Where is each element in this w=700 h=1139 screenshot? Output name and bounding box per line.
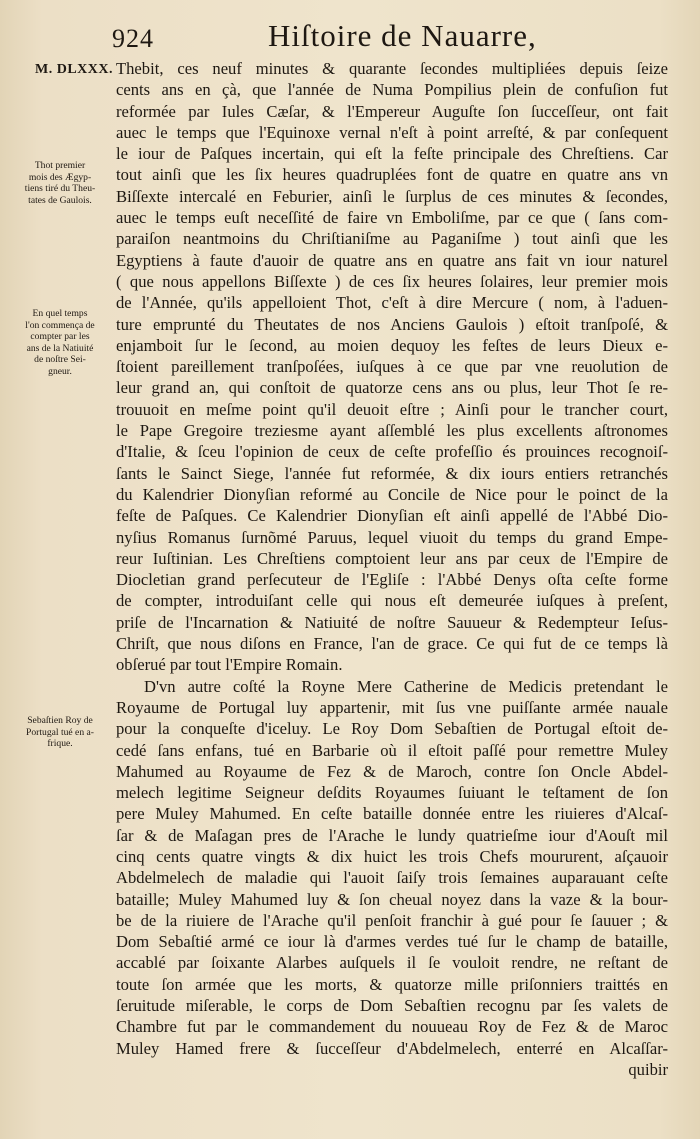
text-line: ( que nous appellons Biſſexte ) de ces ſix heures ſolaires, leur premier mois [116, 271, 668, 291]
margin-note-temps [8, 308, 112, 377]
text-line: Chambre fut par le commandement du nouueau Roy de Fez & de Maroc [116, 1017, 668, 1037]
margin-note-line: de noſtre Sei- [34, 354, 86, 365]
text-line: pour la conqueſte d'iceluy. Le Roy Dom Sebaſtien de Portugal eſtoit de- [116, 719, 668, 739]
text-line: nyſius Romanus ſurnõmé Paruus, lequel viuoit du temps du grand Empe- [116, 527, 668, 547]
text-line: auec le temps que l'Equinoxe vernal n'eſt à point arreſté, & par conſequent [116, 122, 668, 142]
body-text [116, 58, 668, 1080]
text-line: reformée par Iules Cæſar, & l'Empereur Auguſte ſon ſucceſſeur, ont fait [116, 101, 668, 121]
text-line: ture emprunté du Theutates de nos Anciens Gaulois ) eſtoit tranſpoſé, & [116, 314, 668, 334]
text-line: priſe de l'Incarnation & Natiuité de noſtre Sauueur & Redempteur Ieſus- [116, 612, 668, 632]
text-line: tout ainſi que les ſix heures quadruplées font de quatre en quatre ans vn [116, 165, 668, 185]
text-line: enjamboit ſur le ſecond, au moien dequoy les feſtes de leurs Dieux e- [116, 335, 668, 355]
text-line: cents ans en çà, que l'année de Numa Pompilius plein de confuſion fut [116, 80, 668, 100]
margin-note-sebastien [8, 715, 112, 750]
text-line: ſeruitude miſerable, le corps de Dom Sebaſtien recognu par ſes valets de [116, 996, 668, 1016]
text-line: Dom Sebaſtié armé ce iour là d'armes verdes tué ſur le champ de bataille, [116, 932, 668, 952]
margin-note-line: En quel temps [32, 308, 88, 319]
text-line: de compter, introduiſant celle qui nous eſt demeurée iuſques à preſent, [116, 591, 668, 611]
text-line: Egyptiens à faute d'auoir de quatre ans en quatre ans fait vn iour naturel [116, 250, 668, 270]
margin-note-thot [8, 160, 112, 206]
text-line: Royaume de Portugal luy appartenir, mit ſus vne puiſſante armée nauale [116, 697, 668, 717]
margin-note-line: frique. [47, 738, 73, 749]
text-line: le Pape Gregoire treziesme ayant aſſemblé les plus excellents aſtronomes [116, 421, 668, 441]
text-line: Chriſt, que nous diſons en France, l'an de grace. Ce qui fut de ce temps là [116, 634, 668, 654]
text-line: Abdelmelech de maladie qui l'auoit ſaiſy trois ſemaines auparauant ceſte [116, 868, 668, 888]
year-marker: M. DLXXX. [35, 62, 113, 77]
margin-note-line: l'on commença de [25, 319, 95, 331]
page-header [0, 18, 700, 58]
text-line: ſar & de Maſagan pres de l'Arache le lundy quatrieſme iour d'Aouſt mil [116, 825, 668, 845]
text-line: Mahumed au Royaume de Fez & de Maroch, contre ſon Oncle Abdel- [116, 761, 668, 781]
text-line: trouuoit en meſme point qu'il deuoit eſtre ; Ainſi pour le trancher court, [116, 399, 668, 419]
margin-note-line: compter par les [30, 331, 90, 342]
margin-note-line: mois des Ægyp- [28, 171, 92, 183]
margin-note-line: tates de Gaulois. [28, 194, 92, 206]
text-line: auec le temps euſt neceſſité de faire vn Emboliſme, par ce que ( ſans com- [116, 208, 668, 228]
margin-note-line: Portugal tué en a- [26, 726, 94, 738]
text-line: paraiſon neantmoins du Chriſtianiſme au Paganiſme ) tout ainſi que les [116, 229, 668, 249]
text-line: Diocletian grand perſecuteur de l'Egliſe : l'Abbé Denys oſta ceſte forme [116, 570, 668, 590]
text-line: obſerué par tout l'Empire Romain. [116, 655, 343, 675]
text-line: leur grand an, qui conſtoit de quatorze cens ans ou plus, leur Thot ſe re- [116, 378, 668, 398]
text-line: Biſſexte intercalé en Feburier, ainſi le ſurplus de ces minutes & ſecondes, [116, 186, 668, 206]
margin-note-line: Sebaſtien Roy de [27, 715, 93, 726]
page-number: 924 [112, 24, 154, 53]
text-line: be de la riuiere de l'Arache qu'il penſoit franchir à gué pour ſe ſauuer ; & [116, 910, 668, 930]
text-line: Muley Hamed frere & ſucceſſeur d'Abdelmelech, enterré en Alcaſſar- [116, 1038, 668, 1058]
margin-note-line: ans de la Natiuité [26, 342, 94, 354]
text-line: ſants le Sainct Siege, l'année fut reformée, & dix iours entiers retranchés [116, 463, 668, 483]
text-line: d'Italie, & ſceu l'opinion de ceux de ceſte profeſſio és prouinces recognoiſ- [116, 442, 668, 462]
text-line: du Kalendrier Dionyſian reformé au Concile de Nice pour le poinct de la [116, 484, 668, 504]
text-line: le iour de Paſques incertain, qui eſt la feſte principale des Chreſtiens. Car [116, 144, 668, 164]
margin-note-line: tiens tiré du Theu- [24, 183, 96, 194]
text-line: reur Iuſtinian. Les Chreſtiens comptoient leur ans par ceux de l'Empire de [116, 548, 668, 568]
text-line: toute ſon armée que les morts, & quatorze mille priſonniers traittés en [116, 974, 668, 994]
text-line: cinq cents quatre vingts & dix huict les trois Chefs moururent, aſçauoir [116, 846, 668, 866]
text-line: ſtoient pareillement tranſpoſées, iuſques à ce que par vne reuolution de [116, 357, 668, 377]
margin-note-line: gneur. [48, 365, 72, 377]
text-line: feſte de Paſques. Ce Kalendrier Dionyſian eſt ainſi appellé de l'Abbé Dio- [116, 506, 668, 526]
text-line: Thebit, ces neuf minutes & quarante ſecondes multipliées depuis ſeize [116, 59, 668, 78]
text-line: melech legitime Seigneur deſdits Royaumes ſuiuant le teſtament de ſon [116, 783, 668, 803]
text-line: accablé par ſoixante Alarbes auſquels il ſe vouloit rendre, ne reſtant de [116, 953, 668, 973]
text-line: D'vn autre coſté la Royne Mere Catherine de Medicis pretendant le [144, 676, 668, 696]
catchword: quibir [628, 1059, 668, 1079]
text-line: bataille; Muley Mahumed luy & ſon cheual noyez dans la vaze & la bour- [116, 889, 668, 909]
text-line: pere Muley Mahumed. En ceſte bataille donnée entre les riuieres d'Alcaſ- [116, 804, 668, 824]
running-title: Hiſtoire de Nauarre, [268, 18, 537, 53]
text-line: cedé ſans enfans, tué en Barbarie où il eſtoit paſſé pour remettre Muley [116, 740, 668, 760]
text-line: de l'Année, qu'ils appelloient Thot, c'eſt à dire Mercure ( nom, à l'aduen- [116, 293, 668, 313]
margin-note-line: Thot premier [34, 160, 86, 171]
